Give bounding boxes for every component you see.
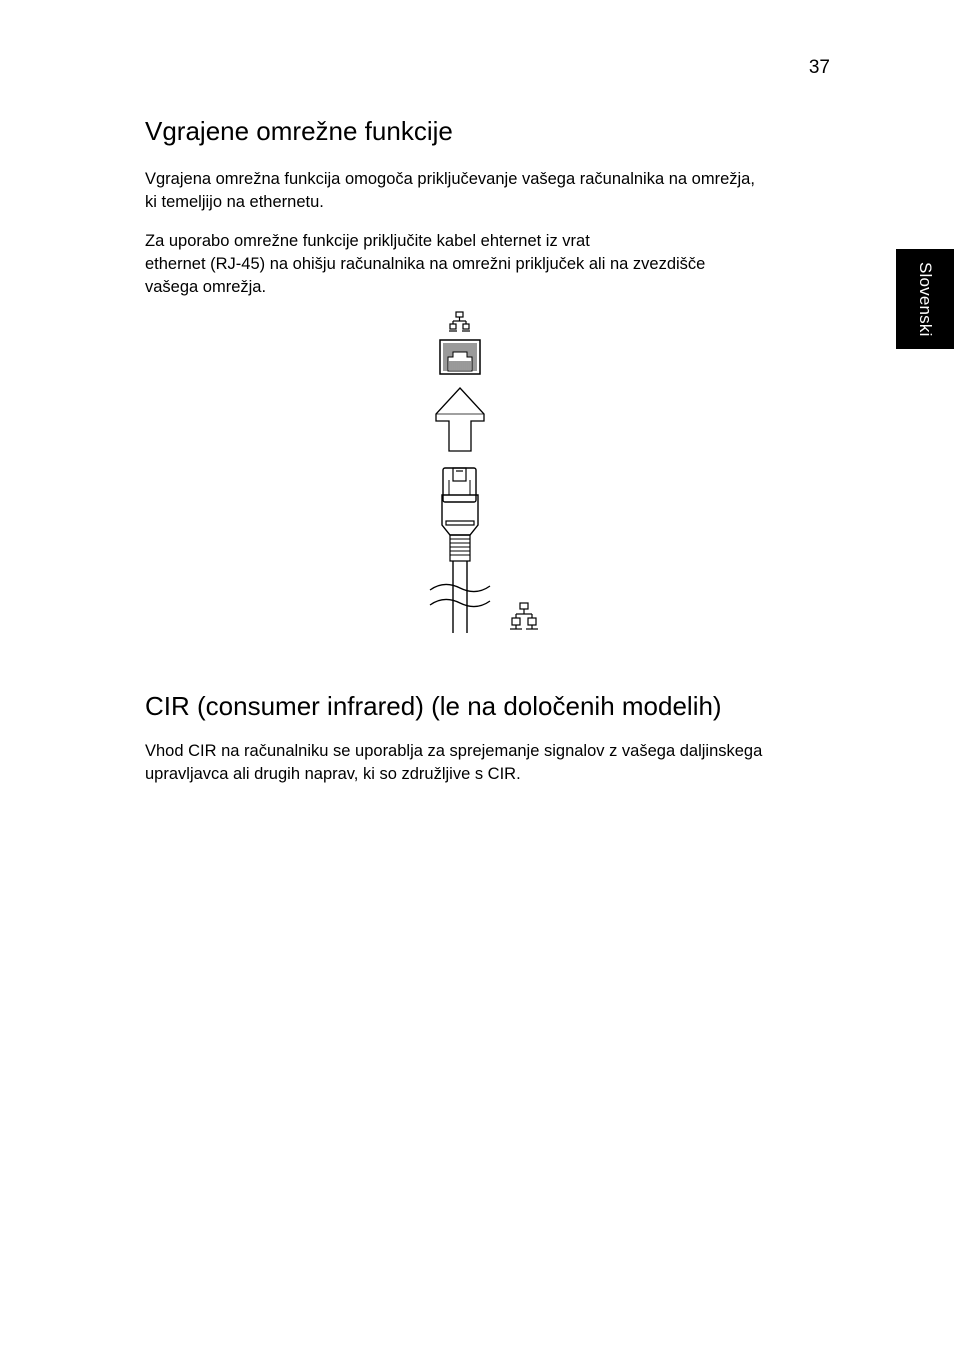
text-line: upravljavca ali drugih naprav, ki so združljive s CIR.: [145, 765, 521, 783]
arrow-up-icon: [436, 388, 484, 451]
text-line: ethernet (RJ-45) na ohišju računalnika na omrežni priključek ali na zvezdišče: [145, 255, 706, 273]
page-number: 37: [808, 57, 830, 78]
section-title-network: Vgrajene omrežne funkcije: [145, 116, 453, 146]
language-tab-label: Slovenski: [916, 261, 935, 337]
cable-break-lines: [430, 584, 490, 606]
ethernet-port-icon: [440, 340, 480, 374]
text-line: vašega omrežja.: [145, 278, 267, 296]
network-icon: [449, 312, 470, 331]
text-line: Vgrajena omrežna funkcija omogoča priključevanje vašega računalnika na omrežja,: [145, 170, 755, 188]
language-tab: [896, 249, 954, 349]
paragraph-network-intro: [145, 168, 835, 214]
text-line: Za uporabo omrežne funkcije priključite kabel ehternet iz vrat: [145, 232, 590, 250]
paragraph-network-usage: [145, 230, 835, 299]
rj45-plug-icon: [442, 468, 478, 633]
section-title-cir: CIR (consumer infrared) (le na določenih modelih): [145, 691, 722, 721]
ethernet-connection-figure: [420, 305, 560, 640]
paragraph-cir: [145, 740, 835, 786]
network-icon: [510, 603, 538, 629]
text-line: Vhod CIR na računalniku se uporablja za sprejemanje signalov z vašega daljinskega: [145, 742, 763, 760]
text-line: ki temeljijo na ethernetu.: [145, 193, 324, 211]
